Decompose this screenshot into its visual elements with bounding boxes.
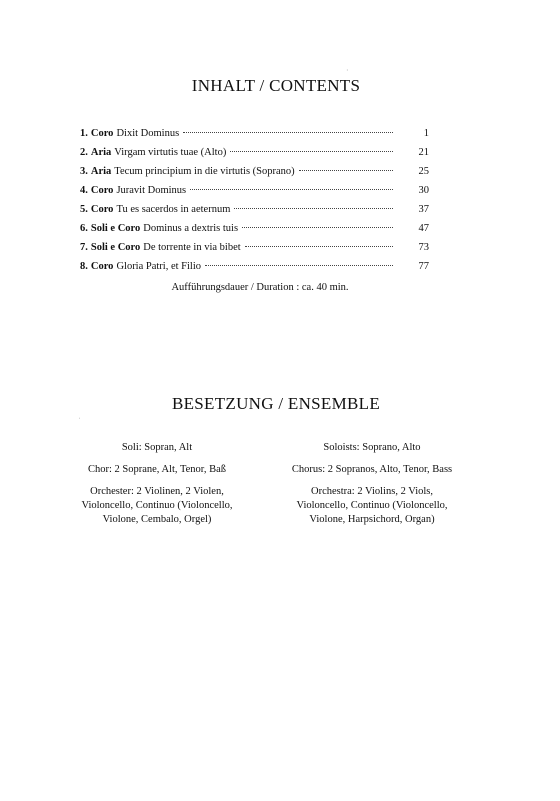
toc-entry[interactable]	[80, 162, 429, 181]
toc-title: Juravit Dominus	[116, 185, 187, 196]
toc-leader-dots	[183, 132, 393, 133]
toc-movement-type: Coro	[90, 204, 114, 215]
toc-number: 6.	[80, 223, 88, 234]
toc-movement-type: Soli e Coro	[90, 223, 141, 234]
scan-speck: ·	[346, 66, 349, 75]
toc-entry[interactable]	[80, 219, 429, 238]
toc-number: 7.	[80, 242, 88, 253]
ensemble-soli: Soli: Sopran, Alt	[121, 442, 193, 453]
ensemble-orchester-line: Violoncello, Continuo (Violoncello,	[81, 500, 233, 511]
ensemble-orchestra	[267, 485, 477, 527]
toc-leader-dots	[230, 151, 393, 152]
toc-leader-dots	[190, 189, 393, 190]
toc-entry[interactable]	[80, 238, 429, 257]
scan-speck: ˌ	[78, 410, 81, 419]
toc-movement-type: Soli e Coro	[90, 242, 141, 253]
toc-movement-type: Coro	[90, 185, 114, 196]
toc-page-number: 47	[418, 223, 429, 234]
ensemble-orchester-line: Orchester: 2 Violinen, 2 Violen,	[90, 486, 224, 497]
toc-title: Dominus a dextris tuis	[143, 223, 239, 234]
toc-entry[interactable]	[80, 200, 429, 219]
toc-number: 8.	[80, 261, 88, 272]
toc-movement-type: Coro	[90, 261, 114, 272]
toc-leader-dots	[234, 208, 393, 209]
ensemble-orchester-line: Violone, Cembalo, Orgel)	[102, 514, 212, 525]
toc-leader-dots	[245, 246, 393, 247]
ensemble-english-column	[267, 441, 477, 527]
toc-entry[interactable]	[80, 124, 429, 143]
ensemble-german-column	[52, 441, 262, 527]
toc-page-number: 1	[423, 128, 429, 139]
ensemble-soloists: Soloists: Soprano, Alto	[323, 442, 421, 453]
toc-movement-type: Coro	[90, 128, 114, 139]
performance-duration: Aufführungsdauer / Duration : ca. 40 min.	[171, 282, 349, 293]
toc-page-number: 30	[418, 185, 429, 196]
ensemble-chor: Chor: 2 Soprane, Alt, Tenor, Baß	[87, 464, 227, 475]
ensemble-heading: BESETZUNG / ENSEMBLE	[171, 394, 381, 413]
toc-number: 2.	[80, 147, 88, 158]
toc-entry[interactable]	[80, 181, 429, 200]
ensemble-orchester	[52, 485, 262, 527]
toc-leader-dots	[242, 227, 393, 228]
toc-title: Dixit Dominus	[116, 128, 180, 139]
toc-movement-type: Aria	[90, 166, 112, 177]
toc-title: Gloria Patri, et Filio	[116, 261, 202, 272]
contents-heading: INHALT / CONTENTS	[191, 76, 361, 95]
ensemble-orchestra-line: Violoncello, Continuo (Violoncello,	[296, 500, 448, 511]
toc-page-number: 77	[418, 261, 429, 272]
toc-title: Tecum principium in die virtutis (Soprano)	[114, 166, 295, 177]
toc-page-number: 25	[418, 166, 429, 177]
ensemble-orchestra-line: Violone, Harpsichord, Organ)	[309, 514, 435, 525]
toc-page-number: 37	[418, 204, 429, 215]
toc-movement-type: Aria	[90, 147, 112, 158]
toc-title: De torrente in via bibet	[143, 242, 241, 253]
table-of-contents	[80, 124, 429, 276]
toc-number: 3.	[80, 166, 88, 177]
toc-entry[interactable]	[80, 257, 429, 276]
toc-page-number: 21	[418, 147, 429, 158]
toc-number: 1.	[80, 128, 88, 139]
toc-leader-dots	[205, 265, 393, 266]
toc-title: Tu es sacerdos in aeternum	[116, 204, 231, 215]
toc-page-number: 73	[418, 242, 429, 253]
toc-number: 5.	[80, 204, 88, 215]
toc-leader-dots	[299, 170, 393, 171]
toc-number: 4.	[80, 185, 88, 196]
toc-title: Virgam virtutis tuae (Alto)	[114, 147, 227, 158]
ensemble-orchestra-line: Orchestra: 2 Violins, 2 Viols,	[310, 486, 433, 497]
ensemble-chorus: Chorus: 2 Sopranos, Alto, Tenor, Bass	[291, 464, 453, 475]
toc-entry[interactable]	[80, 143, 429, 162]
